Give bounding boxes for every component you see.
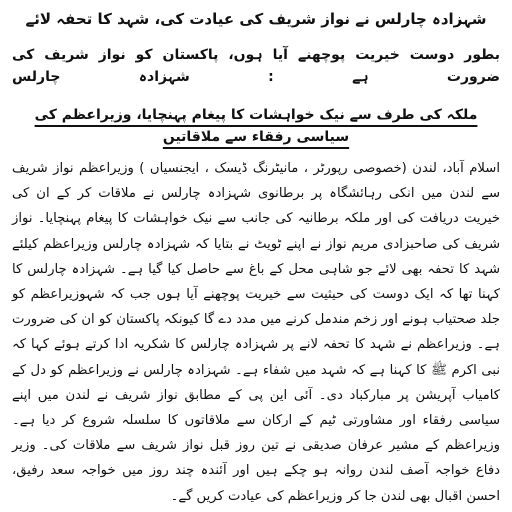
headline: شہزادہ چارلس نے نواز شریف کی عیادت کی، شہد کا تحفہ لائے — [25, 10, 487, 28]
subheadline-quote: بطور دوست خیریت پوچھنے آیا ہوں، پاکستان کو نواز شریف کی ضرورت ہے : شہزادہ چارلس — [12, 47, 500, 85]
subheadline-summary-text: ملکہ کی طرف سے نیک خواہشات کا پیغام پہنچایا، وزیراعظم کی سیاسی رفقاء سے ملاقاتیں — [34, 107, 478, 145]
article-body: اسلام آباد، لندن (خصوصی رپورٹر ، مانیٹرنگ ڈیسک ، ایجنسیاں ) وزیراعظم نواز شریف سے لندن میں انکی رہائشگاہ پر برطانوی شہزادہ چارلس نے ملاقات کر کے ان کی خیریت دریافت کی اور ملکہ برطانیہ کی جانب سے نیک خواہشات کا پیغام پہنچایا۔ نواز شریف کی صاحبزادی مریم نواز نے اپنے ٹویٹ نے بتایا کہ شہزادہ چارلس وزیراعظم کیلئے شہد کا تحفہ بھی لائے جو شاہی محل کے باغ سے حاصل کیا گیا ہے۔ شہزادہ چارلس کا کہنا تھا کہ ایک دوست کی حیثیت سے خیریت پوچھنے آیا ہوں جب کہ شہوزیراعظم کو جلد صحتیاب ہونے اور زخم مندمل کرنے میں مدد دے گا کیونکہ پاکستان کو ان کی ضرورت ہے۔ وزیراعظم نے شہد کا تحفہ لانے پر شہزادہ چارلس کا شکریہ ادا کرتے ہوئے کہا کہ نبی اکرم ﷺ کا کہنا ہے کہ شہد میں شفاء ہے۔ شہزادہ چارلس نے وزیراعظم کو دل کے کامیاب آپریشن پر مبارکباد دی۔ آئی این پی کے مطابق نواز شریف نے لندن میں اپنے سیاسی رفقاء اور مشاورتی ٹیم کے ارکان سے ملاقاتوں کا سلسلہ شروع کر دیا ہے۔ وزیراعظم کے مشیر عرفان صدیقی نے تین روز قبل نواز شریف سے ملاقات کی۔ وزیر دفاع خواجہ آصف لندن روانہ ہو چکے ہیں اور آئندہ چند روز میں خواجہ سعد رفیق، احسن اقبال بھی لندن جا کر وزیراعظم کی عیادت کریں گے۔ — [12, 161, 500, 504]
news-clipping — [12, 8, 500, 504]
subheadline-summary — [12, 104, 500, 148]
